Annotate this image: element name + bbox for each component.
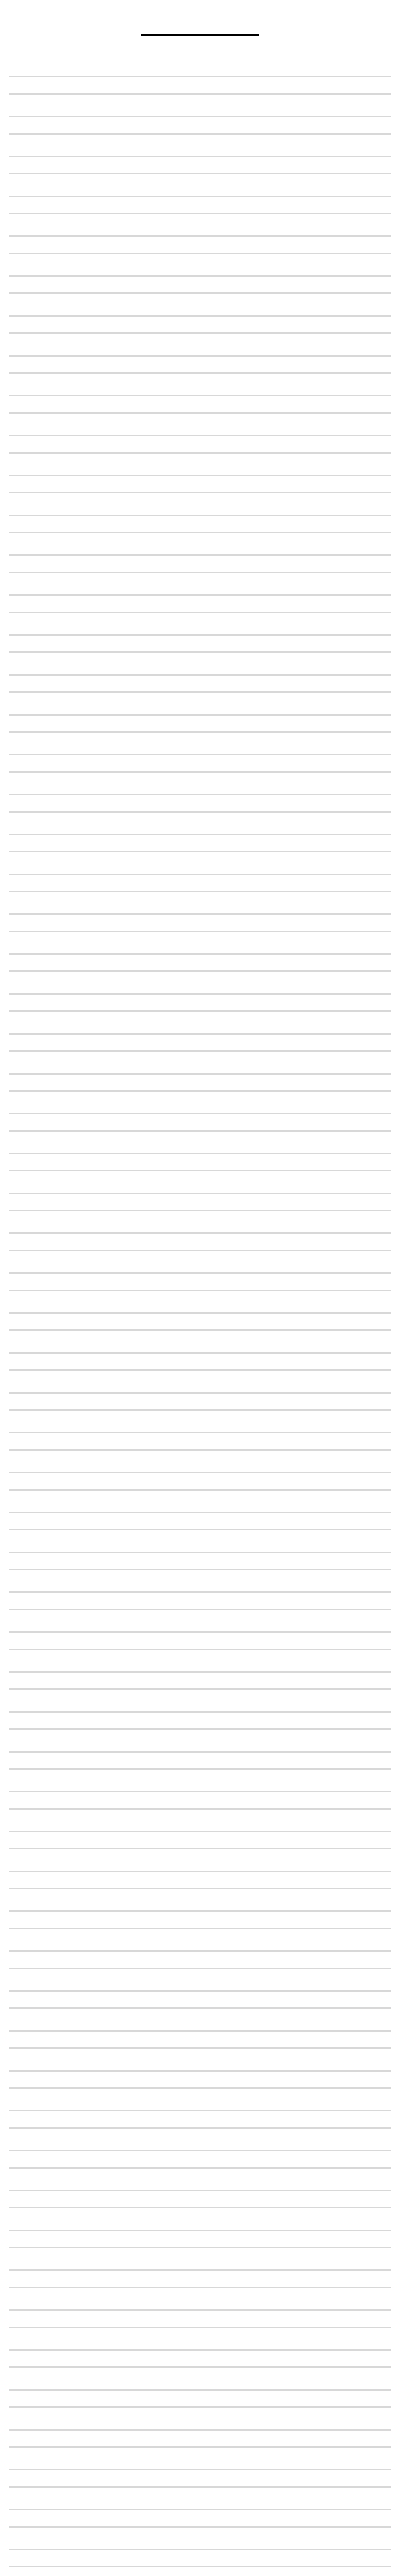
article-paragraph bbox=[9, 388, 391, 422]
article-paragraph bbox=[9, 1864, 391, 1898]
article-paragraph bbox=[9, 986, 391, 1021]
article-title bbox=[9, 11, 391, 31]
article-paragraph bbox=[9, 1744, 391, 1778]
article-paragraph bbox=[9, 627, 391, 662]
article-paragraph bbox=[9, 787, 391, 821]
article-paragraph bbox=[9, 2422, 391, 2456]
article-paragraph bbox=[9, 1225, 391, 1260]
article-paragraph bbox=[9, 1106, 391, 1140]
article-author bbox=[9, 42, 391, 61]
article-paragraph bbox=[9, 308, 391, 343]
article-paragraph bbox=[9, 547, 391, 582]
article-paragraph bbox=[9, 866, 391, 901]
article-paragraph bbox=[9, 1026, 391, 1060]
article-paragraph bbox=[9, 1066, 391, 1100]
article-paragraph bbox=[9, 1983, 391, 2018]
article-paragraph bbox=[9, 1186, 391, 1220]
article-paragraph bbox=[9, 667, 391, 701]
article-paragraph bbox=[9, 2382, 391, 2416]
article-paragraph bbox=[9, 228, 391, 263]
article-paragraph bbox=[9, 2143, 391, 2177]
article-paragraph bbox=[9, 2103, 391, 2137]
article-paragraph bbox=[9, 1305, 391, 1340]
article-paragraph bbox=[9, 1385, 391, 1419]
article-paragraph bbox=[9, 2302, 391, 2337]
article-paragraph bbox=[9, 1505, 391, 1539]
article-paragraph bbox=[9, 109, 391, 143]
article-paragraph bbox=[9, 2262, 391, 2297]
article-paragraph bbox=[9, 2542, 391, 2576]
article-paragraph bbox=[9, 1624, 391, 1659]
article-paragraph bbox=[9, 946, 391, 981]
article-paragraph bbox=[9, 1943, 391, 1978]
article-paragraph bbox=[9, 1146, 391, 1180]
article-paragraph bbox=[9, 1824, 391, 1858]
article-paragraph bbox=[9, 2342, 391, 2377]
article-paragraph bbox=[9, 1584, 391, 1619]
article-paragraph bbox=[9, 1265, 391, 1300]
article-paragraph bbox=[9, 1903, 391, 1938]
article-paragraph bbox=[9, 1664, 391, 1699]
article-paragraph bbox=[9, 1345, 391, 1379]
article-paragraph bbox=[9, 906, 391, 941]
article-paragraph bbox=[9, 428, 391, 462]
article-paragraph bbox=[9, 268, 391, 303]
article-paragraph bbox=[9, 149, 391, 183]
article-paragraph bbox=[9, 1545, 391, 1579]
article-body bbox=[9, 69, 391, 2576]
article-paragraph bbox=[9, 2183, 391, 2217]
article-paragraph bbox=[9, 2462, 391, 2496]
article-paragraph bbox=[9, 1465, 391, 1499]
title-divider bbox=[141, 34, 259, 36]
article-paragraph bbox=[9, 188, 391, 223]
article-paragraph bbox=[9, 587, 391, 622]
article-paragraph bbox=[9, 2502, 391, 2536]
article-paragraph bbox=[9, 1425, 391, 1459]
article-paragraph bbox=[9, 827, 391, 861]
article-paragraph bbox=[9, 468, 391, 502]
article-paragraph bbox=[9, 1784, 391, 1818]
article-paragraph bbox=[9, 2063, 391, 2097]
article-paragraph bbox=[9, 508, 391, 542]
article-paragraph bbox=[9, 2023, 391, 2058]
article-paragraph bbox=[9, 69, 391, 103]
article-paragraph bbox=[9, 747, 391, 781]
article-paragraph bbox=[9, 2223, 391, 2257]
article-paragraph bbox=[9, 348, 391, 382]
article-paragraph bbox=[9, 707, 391, 741]
article-paragraph bbox=[9, 1704, 391, 1738]
